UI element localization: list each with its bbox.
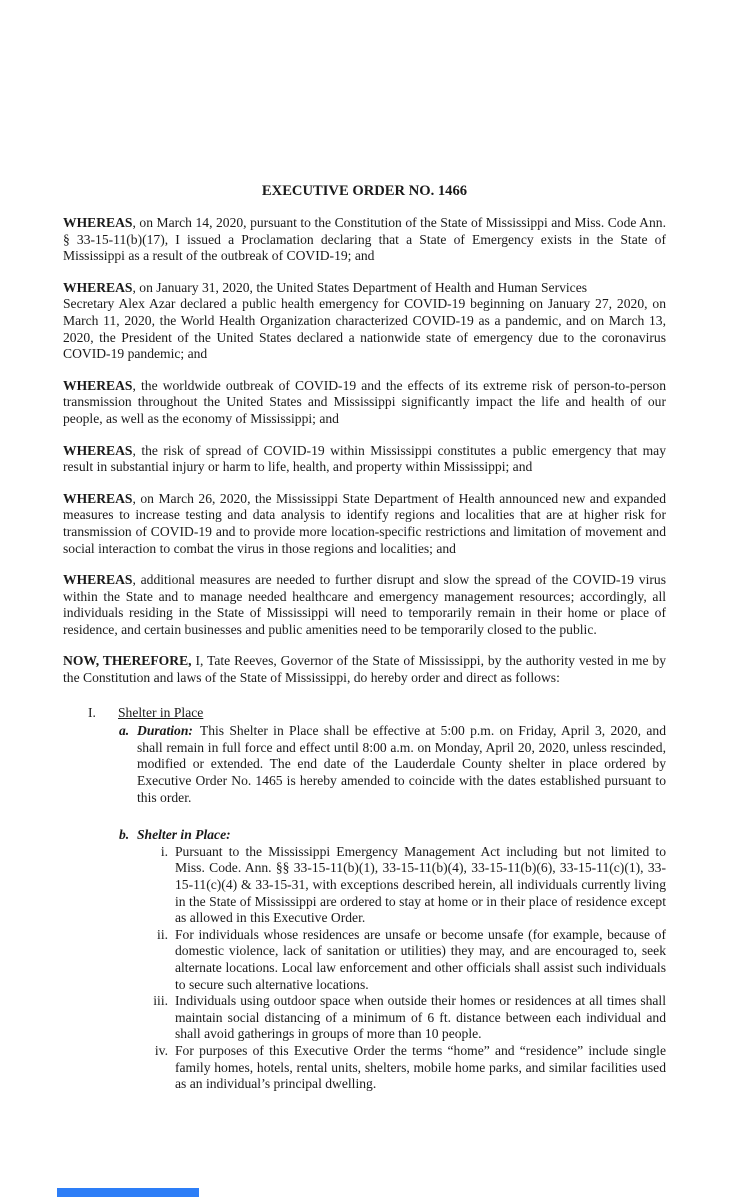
item-b-marker: b. — [119, 827, 130, 843]
whereas-paragraph-1 — [63, 215, 666, 265]
whereas-lead-4: WHEREAS — [63, 442, 133, 458]
whereas-paragraph-6 — [63, 572, 666, 638]
paragraph-text-2a: , on January 31, 2020, the United States Department of Health and Human Services — [132, 279, 588, 295]
section-1-number: I. — [88, 704, 96, 720]
paragraph-text-6: , additional measures are needed to further disrupt and slow the spread of the COVID-19 virus within the State and to manage needed healthcare and emergency management resources; accordingly, all individuals residing in the State of Mississippi will need to temporarily remain in their home or place of residence, and certain businesses and public amenities need to be temporarily closed to the public. — [63, 572, 666, 637]
section-1-heading: Shelter in Place — [118, 704, 204, 720]
whereas-lead-5: WHEREAS — [63, 490, 133, 506]
subitem-i — [63, 844, 666, 927]
item-b-text — [137, 827, 666, 844]
paragraph-text-1: , on March 14, 2020, pursuant to the Constitution of the State of Mississippi and Miss. Code Ann. § 33-15-11(b)(17), I issued a Proclamation declaring that a State of Emergency exists in the State of Mississippi as a result of the outbreak of COVID-19; and — [63, 215, 666, 264]
whereas-paragraph-3 — [63, 378, 666, 428]
item-a-label: Duration: — [137, 723, 193, 739]
subitem-iv — [63, 1043, 666, 1093]
item-b-label: Shelter in Place: — [137, 827, 231, 843]
subitem-ii-text: For individuals whose residences are unsafe or become unsafe (for example, because of domestic violence, lack of sanitation or utilities) they may, and are encouraged to, seek alternate locations. Local law enforcement and other officials shall assist such individuals to secure such alternative locations. — [175, 926, 666, 992]
subitem-iv-text: For purposes of this Executive Order the terms “home” and “residence” include single family homes, hotels, rental units, shelters, mobile home parks, and similar facilities used as an individual’s principal dwelling. — [175, 1042, 666, 1092]
subitem-iv-marker: iv. — [154, 1042, 168, 1058]
paragraph-text-2b: Secretary Alex Azar declared a public health emergency for COVID-19 beginning on January 27, 2020, on March 11, 2020, the World Health Organization characterized COVID-19 as a pandemic, and on March 13, 2020, the President of the United States declared a nationwide state of emergency due to the coronavirus COVID-19 pandemic; and — [63, 296, 666, 362]
item-a-text — [137, 723, 666, 806]
subitem-i-marker: i. — [160, 843, 168, 859]
subitem-ii-marker: ii. — [157, 926, 168, 942]
subitem-iii-marker: iii. — [153, 993, 168, 1009]
whereas-lead-1: WHEREAS — [63, 215, 133, 230]
whereas-lead-2: WHEREAS — [63, 279, 133, 295]
whereas-paragraph-4 — [63, 443, 666, 476]
now-therefore-lead: NOW, THEREFORE, — [63, 653, 192, 669]
item-b-shelter-in-place — [63, 827, 666, 844]
paragraph-text-3: , the worldwide outbreak of COVID-19 and the effects of its extreme risk of person-to-person transmission throughout the United States and Mississippi significantly impact the life and health of our people, as well as the economy of Mississippi; and — [63, 377, 666, 426]
paragraph-text-4: , the risk of spread of COVID-19 within Mississippi constitutes a public emergency that may result in substantial injury or harm to life, health, and property within Mississippi; and — [63, 442, 666, 475]
document-title: EXECUTIVE ORDER NO. 1466 — [261, 183, 468, 199]
item-a-marker: a. — [119, 723, 130, 739]
subitem-ii — [63, 927, 666, 993]
highlight-bar — [57, 1188, 199, 1197]
subitem-iii — [63, 993, 666, 1043]
whereas-paragraph-5 — [63, 491, 666, 557]
now-therefore-paragraph — [63, 653, 666, 686]
paragraph-text-7: I, Tate Reeves, Governor of the State of Mississippi, by the authority vested in me by the Constitution and laws of the State of Mississippi, do hereby order and direct as follows: — [63, 653, 667, 686]
subitem-iii-text: Individuals using outdoor space when outside their homes or residences at all times shall maintain social distancing of a minimum of 6 ft. distance between each individual and shall avoid gatherings in groups of more than 10 people. — [175, 993, 666, 1042]
item-a-body: This Shelter in Place shall be effective at 5:00 p.m. on Friday, April 3, 2020, and shall remain in full force and effect until 8:00 a.m. on Monday, April 20, 2020, unless rescinded, modified or extended. The end date of the Lauderdale County shelter in place ordered by Executive Order No. 1465 is hereby amended to coincide with the dates established pursuant to this order. — [137, 723, 666, 805]
item-a-duration — [63, 723, 666, 806]
section-1-heading-row — [63, 705, 666, 722]
whereas-lead-6: WHEREAS — [63, 572, 133, 588]
whereas-paragraph-2 — [63, 280, 666, 363]
whereas-lead-3: WHEREAS — [63, 377, 133, 393]
paragraph-text-5: , on March 26, 2020, the Mississippi State Department of Health announced new and expanded measures to increase testing and data analysis to identify regions and localities that are at higher risk for transmission of COVID-19 and to provide more location-specific restrictions and limitation of movement and social interaction to combat the virus in those regions and localities; and — [63, 490, 666, 556]
subitem-i-text: Pursuant to the Mississippi Emergency Management Act including but not limited to Miss. Code. Ann. §§ 33-15-11(b)(1), 33-15-11(b)(4), 33-15-11(b)(6), 33-15-11(c)(1), 33-15-11(c)(4) & 33-15-31, with exceptions described herein, all individuals currently living in the State of Mississippi are ordered to stay at home or in their place of residence except as allowed in this Executive Order. — [175, 843, 666, 926]
